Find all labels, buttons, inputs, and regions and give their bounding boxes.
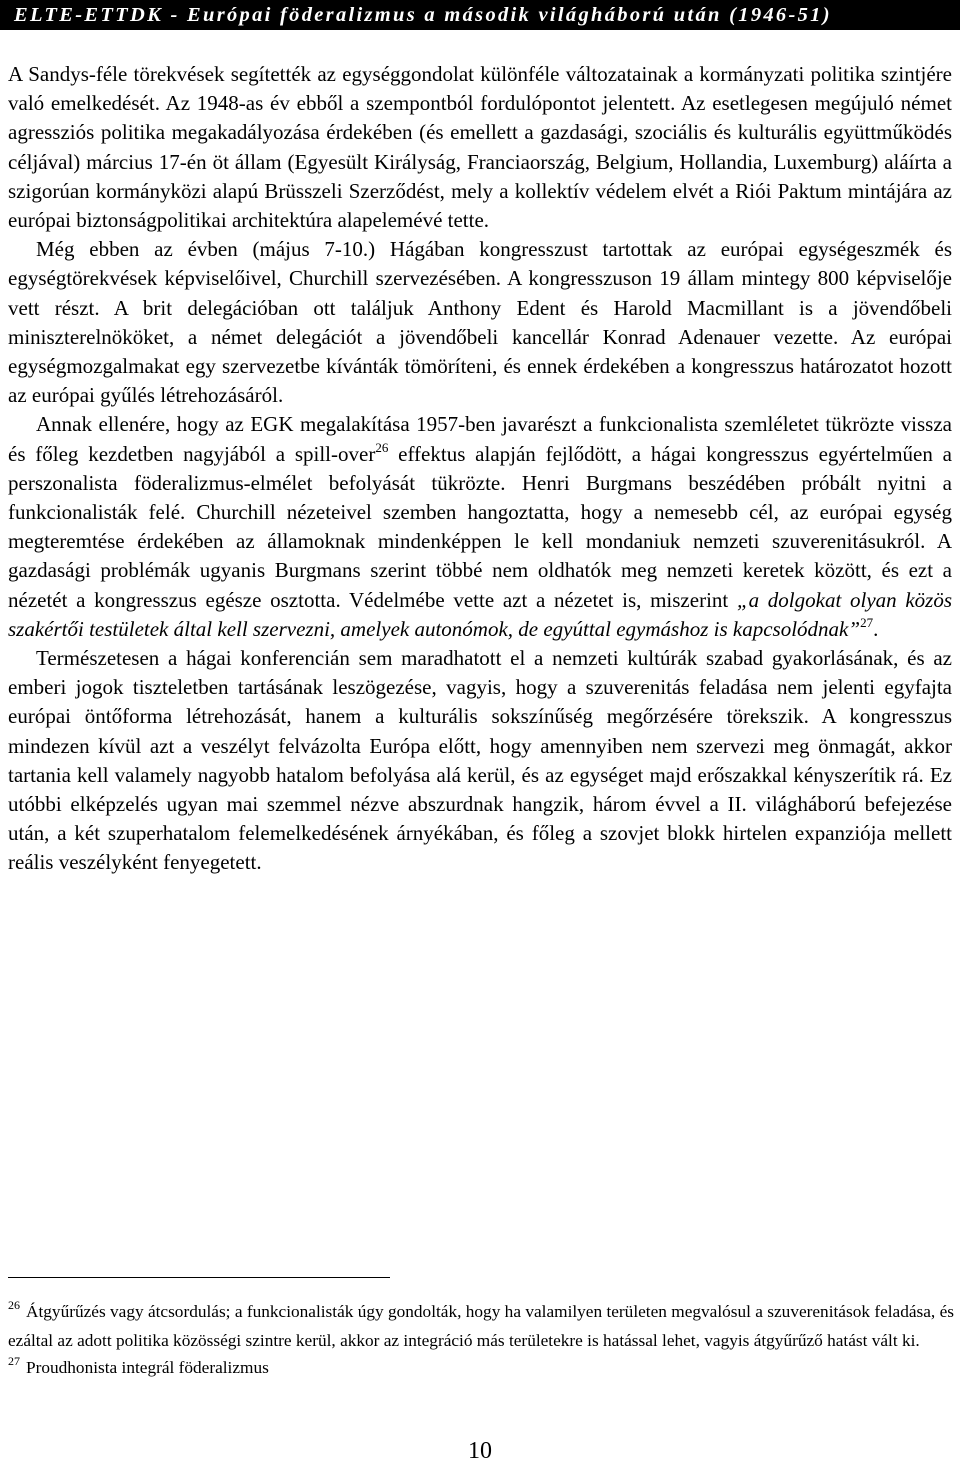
- footnote-27: [8, 1355, 954, 1381]
- footnote-26: [8, 1297, 954, 1355]
- footnote-separator: [8, 1277, 390, 1278]
- page-number: 10: [468, 1438, 492, 1464]
- footnote-26-number: 26: [8, 1298, 20, 1312]
- paragraph-3: [8, 410, 952, 644]
- running-header: [0, 0, 960, 30]
- paragraph-2: Még ebben az évben (május 7-10.) Hágában kongresszust tartottak az európai egységeszmék és egységtörekvések képviselőivel, Churchill szervezésében. A kongresszuson 19 állam mintegy 800 képviselője vett részt. A brit delegációban ott találjuk Anthony Edent és Harold Macmillant is a jövendőbeli miniszterelnököket, a német delegációt a jövendőbeli kancellár Konrad Adenauer vezette. Az európai egységmozgalmakat egy szervezetbe kívánták tömöríteni, és ennek érdekében a kongresszus határozatot hozott az európai gyűlés létrehozásáról.: [8, 237, 952, 408]
- paragraph-1: A Sandys-féle törekvések segítették az egységgondolat különféle változatainak a kormányzati politika szintjére való emelkedését. Az 1948-as év ebből a szempontból fordulópontot jelentett. Az esetlegesen megújuló német agressziós politika megakadályozása érdekében (és emellett a gazdasági, szociális és kulturális együttműködés céljával) március 17-én öt állam (Egyesült Királyság, Franciaország, Belgium, Hollandia, Luxemburg) aláírta a szigorúan kormányközi alapú Brüsszeli Szerződést, mely a kollektív védelem elvét a Riói Paktum mintájára az európai biztonságpolitikai architektúra alapelemévé tette.: [8, 62, 952, 233]
- footnote-ref-26[interactable]: 26: [375, 439, 389, 455]
- footnote-27-text: Proudhonista integrál föderalizmus: [26, 1358, 269, 1377]
- document-body: [8, 60, 952, 878]
- footnote-26-text: Átgyűrűzés vagy átcsordulás; a funkcionalisták úgy gondolták, hogy ha valamilyen területen megvalósul a szuverenitások feladása, és ezáltal az adott politika közösségi szintre kerül, akkor az integráció más területekre is hatással lehet, vagyis átgyűrűző hatást vált ki.: [8, 1302, 954, 1350]
- footnote-ref-27[interactable]: 27: [860, 614, 874, 630]
- paragraph-3-end: .: [873, 616, 879, 641]
- paragraph-4: Természetesen a hágai konferencián sem maradhatott el a nemzeti kultúrák szabad gyakorlásának, és az emberi jogok tiszteletben tartásának leszögezése, vagyis, hogy a szuverenitás feladása nem jelenti egyfajta európai öntőforma létrehozását, hanem a kulturális sokszínűség megőrzésére törekszik. A kongresszus mindezen kívül azt a veszélyt felvázolta Európa előtt, hogy amennyiben nem szervezi meg önmagát, akkor tartania kell valamely nagyobb hatalom befolyása alá kerül, és az egységet majd erőszakkal kényszerítik rá. Ez utóbbi elképzelés ugyan mai szemmel nézve abszurdnak hangzik, három évvel a II. világháború befejezése után, a két szuperhatalom felemelkedésének árnyékában, és főleg a szovjet blokk hirtelen expanziója mellett reális veszélyként fenyegetett.: [8, 646, 952, 875]
- header-title: ELTE-ETTDK - Európai föderalizmus a második világháború után (1946-51): [14, 4, 832, 26]
- paragraph-3-text-b: effektus alapján fejlődött, a hágai kongresszus egyértelműen a perszonalista föderalizmus-elmélet befolyását tükrözte. Henri Burgmans beszédében próbált nyitni a funkcionalisták felé. Churchill nézeteivel szemben hangoztatta, hogy a nemesebb cél, az európai egység megteremtése érdekében az államoknak mindenképpen le kell mondaniuk nemzeti szuverenitásukról. A gazdasági problémák ugyanis Burgmans szerint többé nem oldhatók meg nemzeti keretek között, és ezt a nézetét a kongresszus egésze osztotta. Védelmébe vette azt a nézetet is, miszerint: [8, 441, 952, 612]
- footnote-27-number: 27: [8, 1354, 20, 1368]
- paragraph-3-text-a: Annak ellenére, hogy az EGK megalakítása 1957-ben javarészt a funkcionalista szemléletet tükrözte vissza és főleg kezdetben nagyjából a spill-over: [8, 412, 952, 466]
- footnotes: [8, 1297, 954, 1381]
- burgmans-quote: „a dolgokat olyan közös szakértői testületek által kell szervezni, amelyek autonómok, de egyúttal egymáshoz is kapcsolódnak”: [8, 587, 952, 641]
